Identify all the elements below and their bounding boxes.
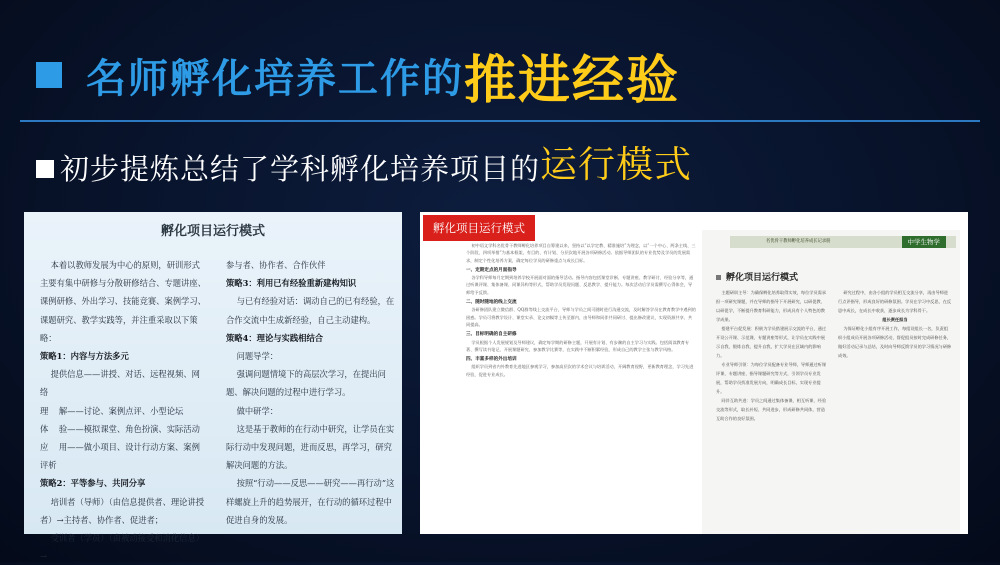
page-title: 名师孵化培养工作的 (86, 55, 464, 102)
paragraph: 体 验——模拟课堂、角色扮演、实际活动 (40, 423, 200, 434)
paragraph: 初中语文学科名优骨干教师孵化培养项目自筹建以来，坚持以“以学定教、精准施培”为理念，以“一个中心、两条主线、三个阶段、四项举措”为基本框架，有目的、有计划、分层次地开展各项研修活动。依据导师团队的专业优势及学员的发展需求，制定个性化培养方案，确定每位学员的研修重点与成长目标。 (466, 243, 696, 263)
section-heading: 策略4：理论与实践相结合 (226, 332, 324, 343)
record-header-bar (730, 236, 956, 248)
paragraph: 学员根据个人发展规划及导师建议，确定每学期的研修主题，开展有计划、有步骤的自主学习与实践。包括阅读教育专著、撰写读书笔记、开展课题研究、参加教学比赛等，在实践中不断积累经验，形成自己的教学主张与教学风格。 (466, 339, 690, 352)
paragraph: 本着以教师发展为中心的原则，研训形式主要有集中研修与分散研修结合、专题讲座、课例研修、外出学习、技能竞赛、案例学习、课题研究、教学实践等，并注重采取以下策略： (40, 260, 206, 343)
left-document-title: 孵化项目运行模式 (160, 224, 265, 239)
paragraph: 主题研训主导：为确保孵化培养取得实效，每位学员需承担一项研究课题，并在导师的指导下开展研究，以研促教、以研促学，不断提升教育科研能力，形成具有个人特色的教学成果。 (716, 290, 827, 322)
subject-badge: 中学生物学 (902, 236, 947, 248)
paragraph: 这是基于教师的在行动中研究，让学员在实际行动中发现问题，进而反思，再学习，研究解决问题的方法。 (226, 423, 395, 471)
subtitle: 初步提炼总结了学科孵化培养项目的 (60, 152, 541, 186)
paragraph: 做中研学： (226, 405, 279, 416)
paragraph: 理 解——讨论、案例点评、小型论坛 (40, 405, 184, 416)
section-heading: 三、目标明确的自主研修 (466, 332, 517, 338)
section-heading: 策略3：利用已有经验重新建构知识 (226, 278, 357, 289)
right-document-image (420, 212, 968, 534)
paragraph: 各研修团队建立微信群、QQ群等线上交流平台，导师与学员之间可随时进行沟通交流，及时解答学员在教育教学中遇到的困惑。学员可将教学设计、课堂实录、论文初稿等上传至群内，由导师和同伴共同研讨、提出修改建议，实现资源共享、共同提高。 (466, 307, 696, 327)
paragraph: 提供信息——讲授、对话、远程视频、网络 (40, 369, 200, 398)
section-heading: 一、定期定点的月面指导 (466, 267, 517, 273)
section-heading: 策略2：平等参与、共同分享 (40, 478, 146, 489)
paragraph: 为保证孵化小组有序开展工作，每组设组长一名，负责组织小组成员开展各项研修活动，督促组员按时完成研修任务，做好活动记录与总结，及时向导师反馈学员的学习情况与研修成效。 (838, 326, 952, 358)
left-document-image (24, 212, 402, 562)
paragraph: 研究过程中，由各小组的学员相互交流分享，再由导师进行点评指导，形成良好的研修氛围。学员在学习中反思，在反思中成长，在成长中收获，逐步成长为学科骨干。 (838, 290, 952, 313)
section-heading: 组长责任担当 (882, 317, 908, 322)
right-document-right-page (702, 230, 960, 534)
paragraph: 培训者（导师）（由信息提供者、理论讲授者）→主持者、协作者、促进者； (40, 496, 205, 525)
title-row (36, 40, 680, 110)
title-divider (20, 120, 980, 122)
section-heading: 策略1：内容与方法多元 (40, 351, 129, 362)
record-header-banner: 名优骨干教师孵化培养成长记录册 (766, 239, 831, 244)
subtitle-bullet-square (36, 160, 54, 178)
paragraph: 搭建平台促发展：积极为学员搭建展示交流的平台，通过开设公开课、示范课、专题讲座等形式，让学员在实践中展示自我、锻炼自我、提升自我，扩大学员在区域内的影响力。 (716, 326, 827, 358)
left-document-column-2 (226, 256, 396, 529)
section-heading: 二、随时随地的线上交流 (466, 300, 517, 306)
paragraph: 问题导学： (226, 351, 279, 362)
paragraph: 强调问题情境下的高层次学习，在提出问题、解决问题的过程中进行学习。 (226, 369, 386, 398)
paragraph: 受训者（学员）（由被动接受和消化信息）→ (40, 533, 205, 562)
title-bullet-square (36, 62, 62, 88)
paragraph: 应 用——做小项目、设计行动方案、案例评析 (40, 442, 200, 471)
right-section-title (716, 270, 798, 283)
right-page-column-2 (838, 288, 952, 360)
section-heading: 四、丰富多样的外出培训 (466, 357, 517, 363)
paragraph: 与已有经验对话：调动自己的已有经验，在合作交流中生成新经验，自己主动建构。 (226, 296, 395, 325)
subtitle-accent: 运行模式 (540, 143, 693, 186)
right-section-title-text: 孵化项目运行模式 (726, 273, 799, 283)
paragraph: 参与者、协作者、合作伙伴 (226, 260, 326, 270)
paragraph: 各学科导师每月定期到培养学校开展面对面的指导活动。指导内容包括课堂诊断、专题讲座、教学研讨、经验分享等，通过听课评课、集体备课、同课异构等形式，帮助学员发现问题、反思教学、提升能力。每次活动后学员需撰写心得体会，导师给予反馈。 (466, 275, 694, 295)
section-marker-icon (716, 275, 721, 280)
red-section-tag: 孵化项目运行模式 (423, 215, 535, 241)
paragraph: 同伴互助共进：学员之间通过集体备课、相互听课、经验交流等形式，取长补短、共同进步，形成研修共同体，营造互助合作的良好氛围。 (716, 398, 827, 421)
right-document-left-page (466, 242, 696, 378)
paragraph: 按照“行动——反思——研究——再行动”这样螺旋上升的趋势展开，在行动的循环过程中促进自身的发展。 (226, 478, 395, 525)
right-page-column-1 (716, 288, 828, 423)
paragraph: 组织学员到省内外教育先进地区参观学习，参加高层次的学术会议与培训活动，开阔教育视野，更新教育理念，学习先进经验，促进专业成长。 (466, 364, 694, 377)
page-title-accent: 推进经验 (464, 50, 681, 111)
left-document-column-1 (40, 256, 208, 565)
subtitle-row (36, 138, 692, 188)
paragraph: 专业导师引领：为每位学员配备专业导师，导师通过听课评课、专题讲座、指导课题研究等方式，引领学员专业发展，帮助学员找准发展方向，明确成长目标，实现专业提升。 (716, 362, 827, 394)
